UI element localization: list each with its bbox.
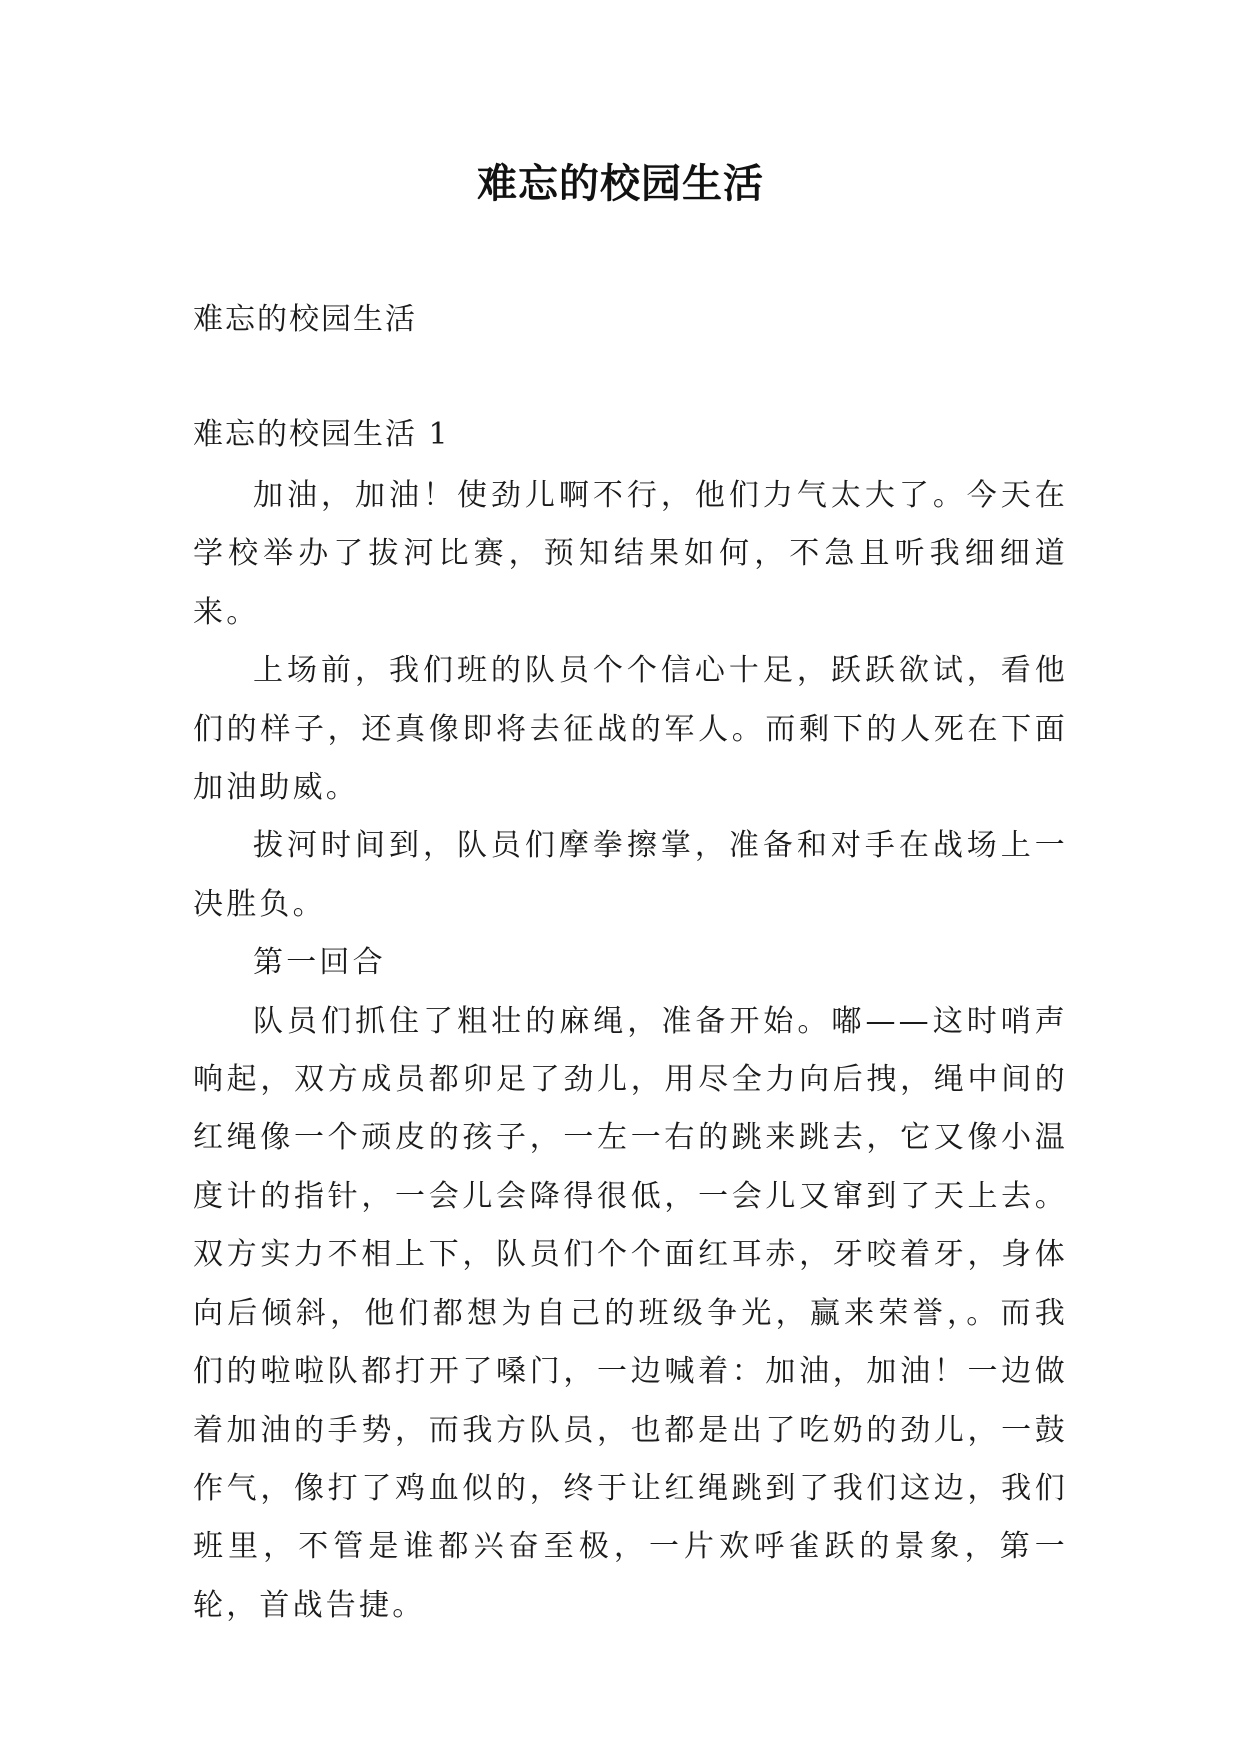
paragraph: 拔河时间到，队员们摩拳擦掌，准备和对手在战场上一决胜负。 xyxy=(193,828,1068,922)
paragraph: 上场前，我们班的队员个个信心十足，跃跃欲试，看他们的样子，还真像即将去征战的军人。而剩下的人死在下面加油助威。 xyxy=(193,653,1068,806)
section-heading: 难忘的校园生活 1 xyxy=(193,417,450,452)
paragraph: 加油，加油！使劲儿啊不行，他们力气太大了。今天在学校举办了拔河比赛，预知结果如何，不急且听我细细道来。 xyxy=(193,478,1068,630)
paragraph: 队员们抓住了粗壮的麻绳，准备开始。嘟——这时哨声响起，双方成员都卯足了劲儿，用尽全力向后拽，绳中间的红绳像一个顽皮的孩子，一左一右的跳来跳去，它又像小温度计的指针，一会儿会降得很低，一会儿又窜到了天上去。双方实力不相上下，队员们个个面红耳赤，牙咬着牙，身体向后倾斜，他们都想为自己的班级争光，赢来荣誉，。而我们的啦啦队都打开了嗓门，一边喊着：加油，加油！一边做着加油的手势，而我方队员，也都是出了吃奶的劲儿，一鼓作气，像打了鸡血似的，终于让红绳跳到了我们这边，我们班里，不管是谁都兴奋至极，一片欢呼雀跃的景象，第一轮，首战告捷。 xyxy=(193,1003,1068,1623)
body-text xyxy=(193,467,1068,1635)
paragraph: 第一回合 xyxy=(253,945,386,981)
document-subtitle: 难忘的校园生活 xyxy=(193,302,417,337)
document-title: 难忘的校园生活 xyxy=(477,160,764,207)
